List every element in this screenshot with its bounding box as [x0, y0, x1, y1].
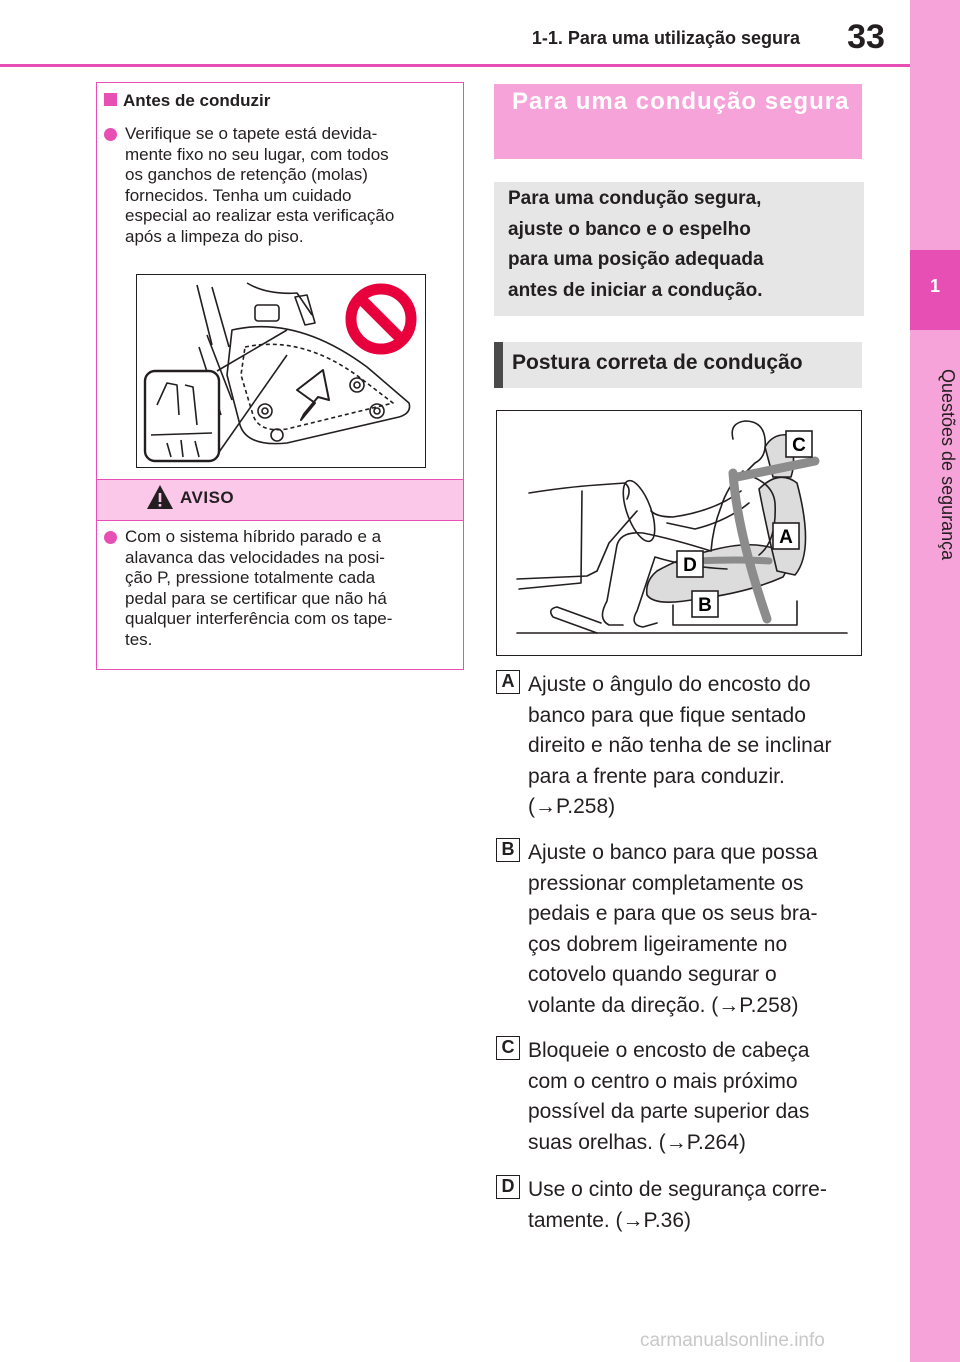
before-driving-heading-text: Antes de conduzir: [123, 91, 271, 110]
item-marker-b: B: [496, 838, 520, 862]
chapter-title: [912, 340, 958, 590]
item-text-a: Ajuste o ângulo do encosto do banco para que fique sentado direito e não tenha de se inclinar para a frente para conduzir. (→P.258): [528, 673, 832, 818]
pedal-interference-warning-text: Com o sistema híbrido parado e a alavanca das velocidades na posi- ção P, pressione totalmente cada pedal para se certificar que não há qualquer interferência com os tape- tes.: [125, 527, 393, 649]
item-marker-d: D: [496, 1175, 520, 1199]
circle-bullet-icon: [104, 531, 117, 544]
square-bullet-icon: [104, 93, 117, 106]
driving-posture-illustration: [496, 410, 862, 656]
item-marker-a: A: [496, 670, 520, 694]
warning-triangle-icon: [146, 484, 174, 515]
circle-bullet-icon: [104, 128, 117, 141]
figure-label-b: B: [698, 595, 712, 616]
chapter-tab-strip: [910, 0, 960, 1362]
floor-mat-drawing: [137, 275, 426, 468]
prohibited-sign-icon: [351, 289, 411, 349]
before-driving-heading: [104, 91, 270, 111]
item-marker-c: C: [496, 1036, 520, 1060]
item-text-b: Ajuste o banco para que possa pressionar completamente os pedais e para que os seus bra- ços dobrem ligeiramente no cotovelo quando segurar o volante da direção. (→P.258): [528, 841, 818, 1017]
chapter-title-text: Questões de segurança: [938, 369, 958, 561]
floor-mat-check-text: Verifique se o tapete está devida- mente fixo no seu lugar, com todos os ganchos de retenção (molas) fornecidos. Tenha um cuidado especial ao realizar esta verificação após a limpeza do piso.: [125, 124, 395, 246]
watermark: carmanualsonline.info: [640, 1330, 825, 1351]
subheading-bar: [494, 342, 503, 388]
header-rule: [0, 64, 910, 67]
item-text-d: Use o cinto de segurança corre- tamente. (→P.36): [528, 1178, 827, 1232]
chapter-number: 1: [929, 276, 940, 296]
section-heading: Para uma condução segura: [512, 88, 850, 115]
figure-label-c: C: [792, 435, 806, 456]
figure-label-d: D: [683, 555, 697, 576]
item-text-c: Bloqueie o encosto de cabeça com o centro o mais próximo possível da parte superior das suas orelhas. (→P.264): [528, 1039, 810, 1154]
driving-posture-drawing: [497, 411, 862, 656]
intro-text: Para uma condução segura, ajuste o banco e o espelho para uma posição adequada antes de iniciar a condução.: [508, 188, 764, 301]
section-title: 1-1. Para uma utilização segura: [531, 28, 800, 48]
figure-label-a: A: [779, 527, 793, 548]
page-number: 33: [847, 18, 885, 56]
subheading-text: Postura correta de condução: [512, 351, 803, 374]
warning-label: AVISO: [180, 488, 235, 507]
floor-mat-illustration: [136, 274, 426, 468]
